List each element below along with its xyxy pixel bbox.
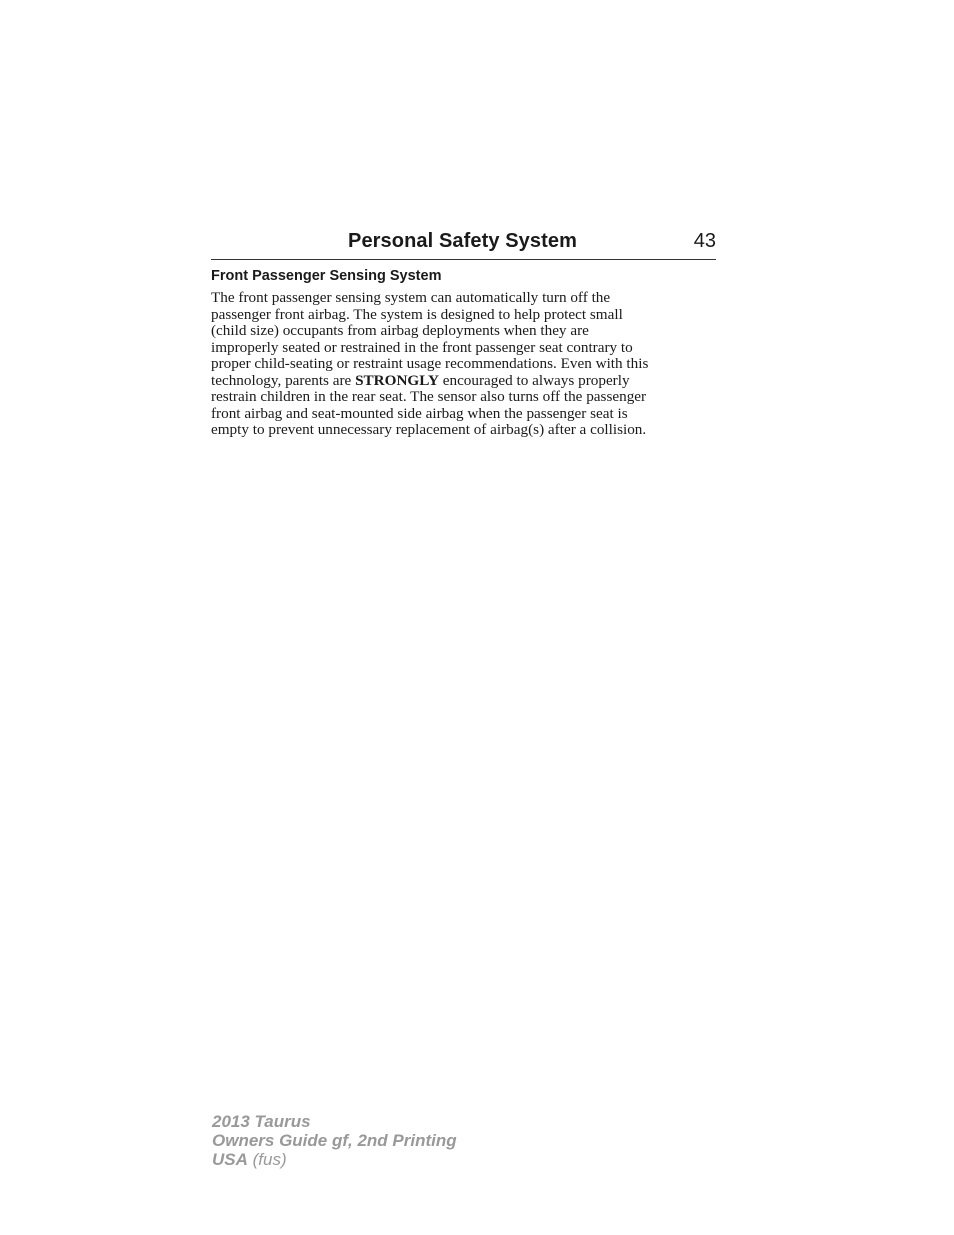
footer-region (212, 1150, 457, 1169)
section-title: Personal Safety System (348, 230, 577, 252)
footer (212, 1112, 457, 1169)
line-text: technology, parents are (211, 371, 356, 389)
paragraph-line: improperly seated or restrained in the front passenger seat contrary to (211, 338, 633, 356)
footer-region-suffix: (fus) (247, 1150, 287, 1169)
paragraph-line: The front passenger sensing system can automatically turn off the (211, 289, 611, 306)
paragraph-line: restrain children in the rear seat. The sensor also turns off the passenger (211, 388, 647, 405)
paragraph-line (211, 373, 721, 390)
subheading: Front Passenger Sensing System (211, 268, 442, 284)
page-header (211, 228, 716, 260)
line-text: encouraged to always properly (438, 371, 630, 389)
footer-guide: Owners Guide gf, 2nd Printing (212, 1131, 457, 1150)
page-number: 43 (693, 230, 716, 252)
paragraph-line: proper child-seating or restraint usage recommendations. Even with this (211, 355, 649, 372)
paragraph-line: front airbag and seat-mounted side airbag when the passenger seat is (211, 404, 628, 422)
body-paragraph (211, 290, 721, 439)
paragraph-line: (child size) occupants from airbag deployments when they are (211, 322, 589, 339)
emphasis-strongly: STRONGLY (355, 371, 439, 389)
paragraph-line: passenger front airbag. The system is designed to help protect small (211, 305, 623, 323)
footer-region-code: USA (212, 1150, 248, 1169)
footer-model: 2013 Taurus (212, 1112, 311, 1131)
paragraph-line: empty to prevent unnecessary replacement of airbag(s) after a collision. (211, 421, 647, 438)
